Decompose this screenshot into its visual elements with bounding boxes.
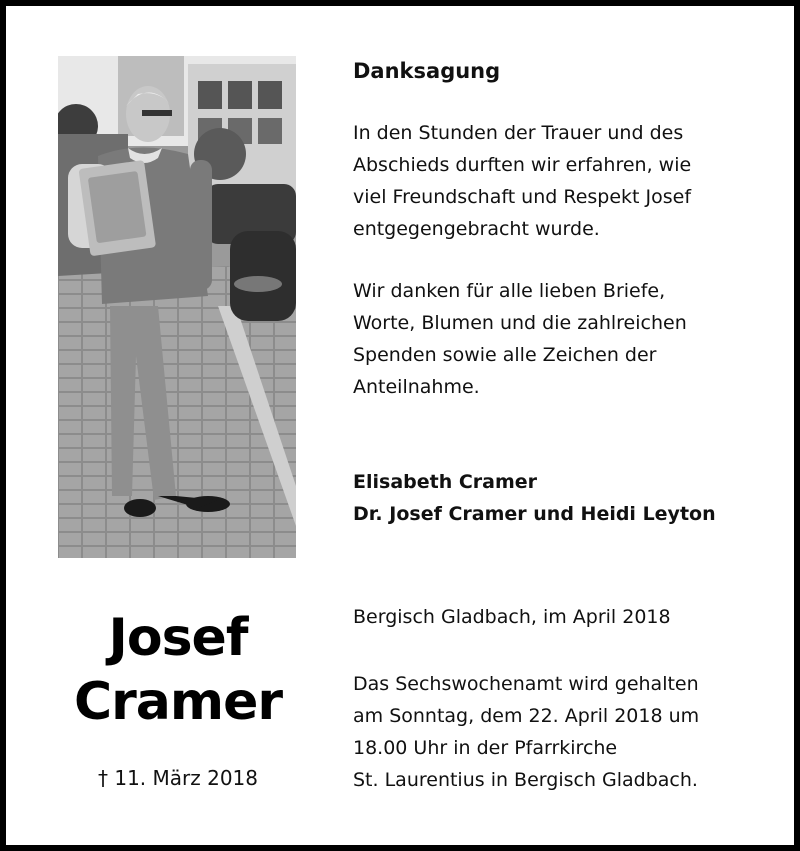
text-line: Spenden sowie alle Zeichen der <box>353 344 657 366</box>
signature-name: Elisabeth Cramer <box>353 471 538 493</box>
text-line: Wir danken für alle lieben Briefe, <box>353 280 666 302</box>
place-and-date: Bergisch Gladbach, im April 2018 <box>353 606 671 628</box>
text-line: am Sonntag, dem 22. April 2018 um <box>353 705 700 727</box>
last-name: Cramer <box>74 672 282 732</box>
deceased-name <box>40 606 316 734</box>
text-line: Worte, Blumen und die zahlreichen <box>353 312 687 334</box>
thanks-paragraph-1 <box>353 117 773 245</box>
service-paragraph <box>353 668 773 796</box>
text-line: Abschieds durften wir erfahren, wie <box>353 154 692 176</box>
text-line: entgegengebracht wurde. <box>353 218 600 240</box>
text-line: Anteilnahme. <box>353 376 480 398</box>
text-line: Das Sechswochenamt wird gehalten <box>353 673 699 695</box>
text-line: In den Stunden der Trauer und des <box>353 122 684 144</box>
portrait-photo <box>58 56 296 558</box>
text-line: St. Laurentius in Bergisch Gladbach. <box>353 769 698 791</box>
death-date: † 11. März 2018 <box>97 766 258 790</box>
man-holding-book-photo <box>58 56 296 558</box>
signatures <box>353 466 773 530</box>
notice-heading: Danksagung <box>353 59 501 83</box>
text-line: 18.00 Uhr in der Pfarrkirche <box>353 737 618 759</box>
signature-name: Dr. Josef Cramer und Heidi Leyton <box>353 503 716 525</box>
text-line: viel Freundschaft und Respekt Josef <box>353 186 692 208</box>
first-name: Josef <box>108 608 248 668</box>
thanks-paragraph-2 <box>353 275 773 403</box>
